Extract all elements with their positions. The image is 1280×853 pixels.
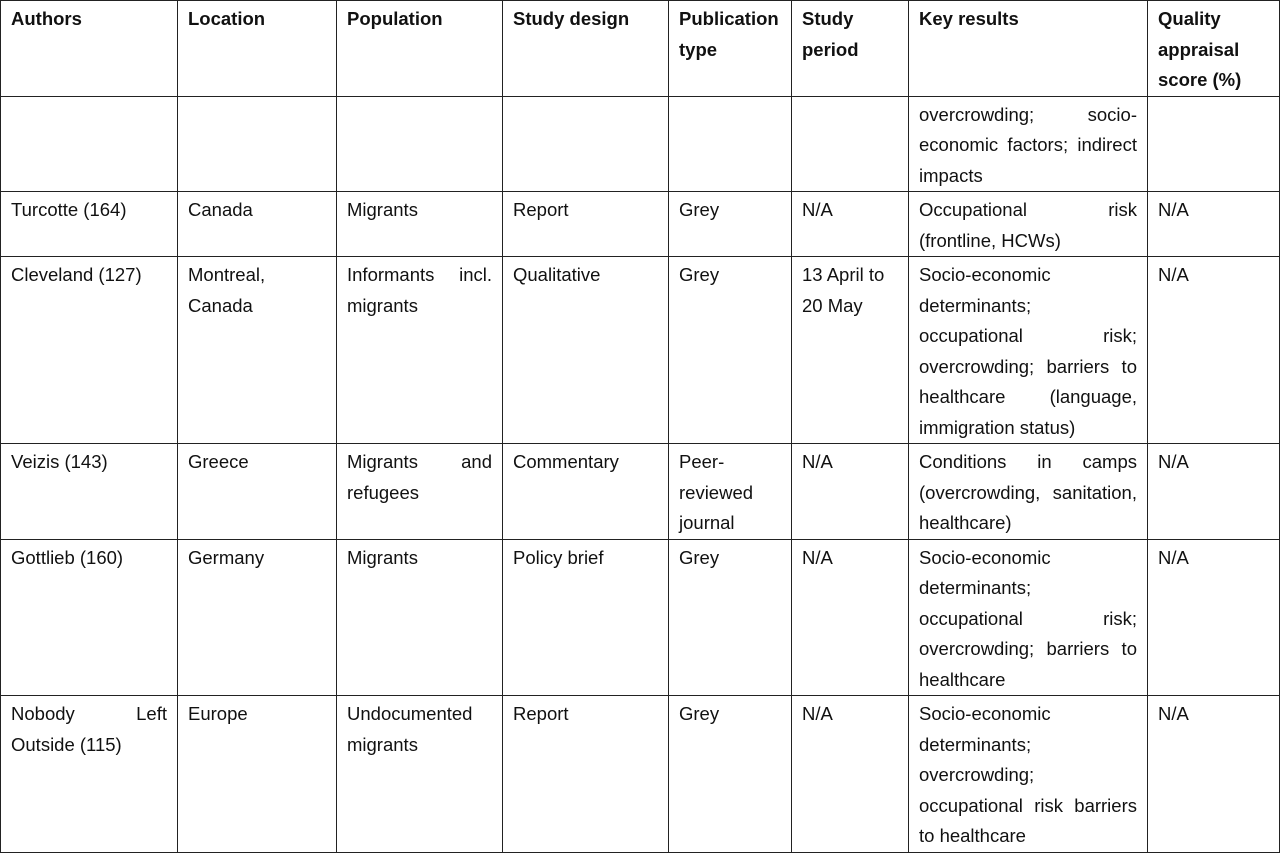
cell-location: Germany: [178, 539, 337, 696]
cell-publication-type: Grey: [669, 257, 792, 444]
cell-quality-score: [1148, 96, 1280, 192]
cell-population: Migrants and refugees: [337, 444, 503, 540]
cell-study-design: Policy brief: [503, 539, 669, 696]
header-publication-type: Publication type: [669, 1, 792, 97]
cell-study-design: [503, 96, 669, 192]
cell-location: [178, 96, 337, 192]
header-location: Location: [178, 1, 337, 97]
cell-study-design: Qualitative: [503, 257, 669, 444]
header-study-design: Study design: [503, 1, 669, 97]
cell-location: Europe: [178, 696, 337, 853]
cell-publication-type: Grey: [669, 192, 792, 257]
cell-authors: Veizis (143): [1, 444, 178, 540]
cell-study-design: Report: [503, 696, 669, 853]
cell-publication-type: Peer-reviewed journal: [669, 444, 792, 540]
cell-key-results: Occupational risk (frontline, HCWs): [909, 192, 1148, 257]
cell-population: Migrants: [337, 539, 503, 696]
cell-publication-type: Grey: [669, 539, 792, 696]
cell-authors: Cleveland (127): [1, 257, 178, 444]
cell-key-results: overcrowding; socio-economic factors; indirect impacts: [909, 96, 1148, 192]
cell-study-period: N/A: [792, 444, 909, 540]
cell-location: Montreal, Canada: [178, 257, 337, 444]
cell-population: Informants incl. migrants: [337, 257, 503, 444]
cell-key-results: Socio-economic determinants; occupational risk; overcrowding; barriers to healthcare: [909, 539, 1148, 696]
cell-authors: [1, 96, 178, 192]
cell-authors: Turcotte (164): [1, 192, 178, 257]
table-row: [1, 257, 1280, 444]
cell-study-period: N/A: [792, 539, 909, 696]
cell-quality-score: N/A: [1148, 539, 1280, 696]
cell-location: Greece: [178, 444, 337, 540]
table-header-row: [1, 1, 1280, 97]
cell-population: Undocumented migrants: [337, 696, 503, 853]
cell-publication-type: [669, 96, 792, 192]
cell-study-design: Report: [503, 192, 669, 257]
cell-publication-type: Grey: [669, 696, 792, 853]
table-row: [1, 192, 1280, 257]
cell-quality-score: N/A: [1148, 444, 1280, 540]
cell-key-results: Socio-economic determinants; occupational risk; overcrowding; barriers to healthcare (language, immigration status): [909, 257, 1148, 444]
cell-population: [337, 96, 503, 192]
header-key-results: Key results: [909, 1, 1148, 97]
header-population: Population: [337, 1, 503, 97]
header-authors: Authors: [1, 1, 178, 97]
header-study-period: Study period: [792, 1, 909, 97]
cell-study-period: [792, 96, 909, 192]
cell-quality-score: N/A: [1148, 257, 1280, 444]
cell-population: Migrants: [337, 192, 503, 257]
cell-quality-score: N/A: [1148, 192, 1280, 257]
table-row: [1, 539, 1280, 696]
cell-study-period: 13 April to 20 May: [792, 257, 909, 444]
cell-study-period: N/A: [792, 696, 909, 853]
cell-location: Canada: [178, 192, 337, 257]
cell-key-results: Conditions in camps (overcrowding, sanitation, healthcare): [909, 444, 1148, 540]
cell-key-results: Socio-economic determinants; overcrowding; occupational risk barriers to healthcare: [909, 696, 1148, 853]
header-quality-score: Quality appraisal score (%): [1148, 1, 1280, 97]
table-row: [1, 444, 1280, 540]
cell-authors: Gottlieb (160): [1, 539, 178, 696]
cell-authors: Nobody Left Outside (115): [1, 696, 178, 853]
cell-study-design: Commentary: [503, 444, 669, 540]
cell-quality-score: N/A: [1148, 696, 1280, 853]
table-row: [1, 696, 1280, 853]
table-row: [1, 96, 1280, 192]
cell-study-period: N/A: [792, 192, 909, 257]
